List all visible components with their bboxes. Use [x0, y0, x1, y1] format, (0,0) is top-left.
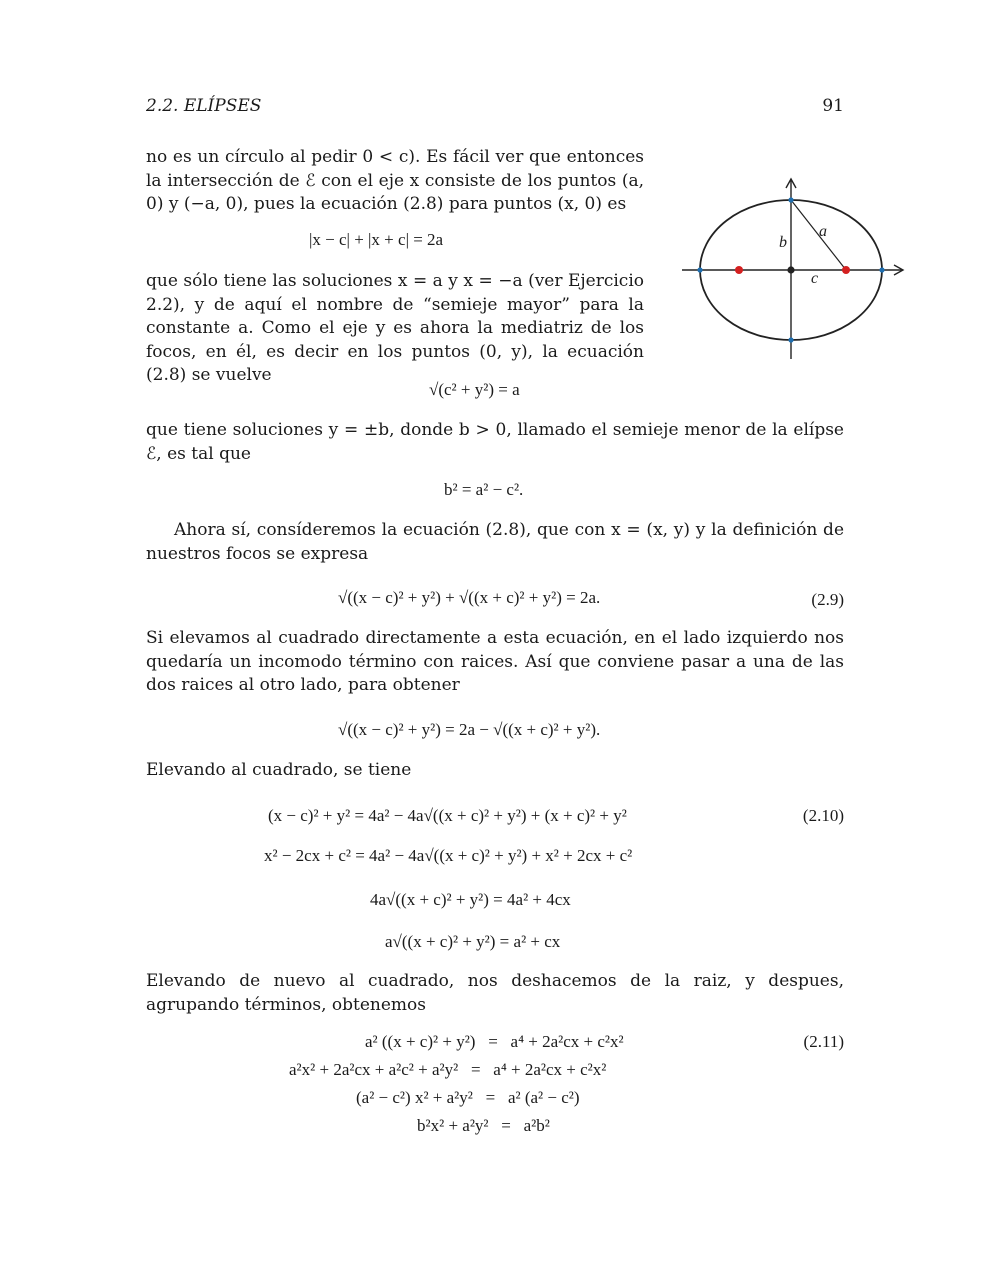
equation-2-11-line-3: (a² − c²) x² + a²y² = a² (a² − c²)	[356, 1088, 580, 1107]
equation-2-10-line-2: x² − 2cx + c² = 4a² − 4a√((x + c)² + y²) + x² + 2cx + c²	[264, 846, 633, 865]
equation-sqrt-c-y: √(c² + y²) = a	[429, 380, 520, 399]
paragraph-1: no es un círculo al pedir 0 < c). Es fácil ver que entonces la intersección de ℰ con el eje x consiste de los puntos (a, 0) y (−a, 0), pues la ecuación (2.8) para puntos (x, 0) es	[146, 147, 644, 214]
equation-2-10-line-4: a√((x + c)² + y²) = a² + cx	[385, 932, 561, 951]
label-b: b	[779, 234, 787, 251]
focus-left	[735, 266, 743, 274]
equation-2-11-line-4: b²x² + a²y² = a²b²	[417, 1116, 550, 1135]
equation-isolated-root: √((x − c)² + y²) = 2a − √((x + c)² + y²).	[338, 720, 601, 739]
equation-b-squared: b² = a² − c².	[444, 480, 524, 499]
equation-number-2-11: (2.11)	[803, 1032, 844, 1051]
paragraph-2: que sólo tiene las soluciones x = a y x = −a (ver Ejercicio 2.2), y de aquí el nombre de “semieje mayor” para la constante a. Como el eje y es ahora la mediatriz de los focos, en él, es decir en los puntos (0, y), la ecuación (2.8) se vuelve	[146, 271, 644, 385]
label-c: c	[811, 270, 819, 287]
equation-2-11-line-2: a²x² + 2a²cx + a²c² + a²y² = a⁴ + 2a²cx + c²x²	[289, 1060, 607, 1079]
vertex-bottom	[788, 337, 793, 342]
paragraph-5: Si elevamos al cuadrado directamente a esta ecuación, en el lado izquierdo nos quedaría un incomodo término con raices. Así que conviene pasar a una de las dos raices al otro lado, para obtener	[146, 628, 844, 695]
vertex-top	[788, 197, 793, 202]
paragraph-3: que tiene soluciones y = ±b, donde b > 0, llamado el semieje menor de la elípse ℰ, es tal que	[146, 420, 844, 464]
equation-2-11-line-1: a² ((x + c)² + y²) = a⁴ + 2a²cx + c²x²	[365, 1032, 624, 1051]
focus-right	[842, 266, 850, 274]
equation-2-10-line-1: (x − c)² + y² = 4a² − 4a√((x + c)² + y²) + (x + c)² + y²	[268, 806, 627, 825]
equation-2-9: √((x − c)² + y²) + √((x + c)² + y²) = 2a.	[338, 588, 601, 607]
equation-2-10-line-3: 4a√((x + c)² + y²) = 4a² + 4cx	[370, 890, 571, 909]
center-point	[787, 266, 794, 273]
equation-abs: |x − c| + |x + c| = 2a	[309, 230, 444, 249]
equation-number-2-10: (2.10)	[802, 806, 844, 825]
label-a: a	[819, 223, 827, 240]
paragraph-4: Ahora sí, consíderemos la ecuación (2.8), que con x = (x, y) y la definición de nuestros focos se expresa	[146, 520, 844, 564]
paragraph-7: Elevando de nuevo al cuadrado, nos deshacemos de la raiz, y despues, agrupando términos, obtenemos	[146, 971, 844, 1015]
page-number: 91	[822, 96, 844, 116]
vertex-left	[697, 267, 702, 272]
vertex-right	[879, 267, 884, 272]
running-header-section: 2.2. ELÍPSES	[146, 96, 262, 116]
paragraph-6: Elevando al cuadrado, se tiene	[146, 760, 412, 780]
ellipse-figure	[676, 174, 908, 364]
equation-number-2-9: (2.9)	[811, 590, 844, 609]
